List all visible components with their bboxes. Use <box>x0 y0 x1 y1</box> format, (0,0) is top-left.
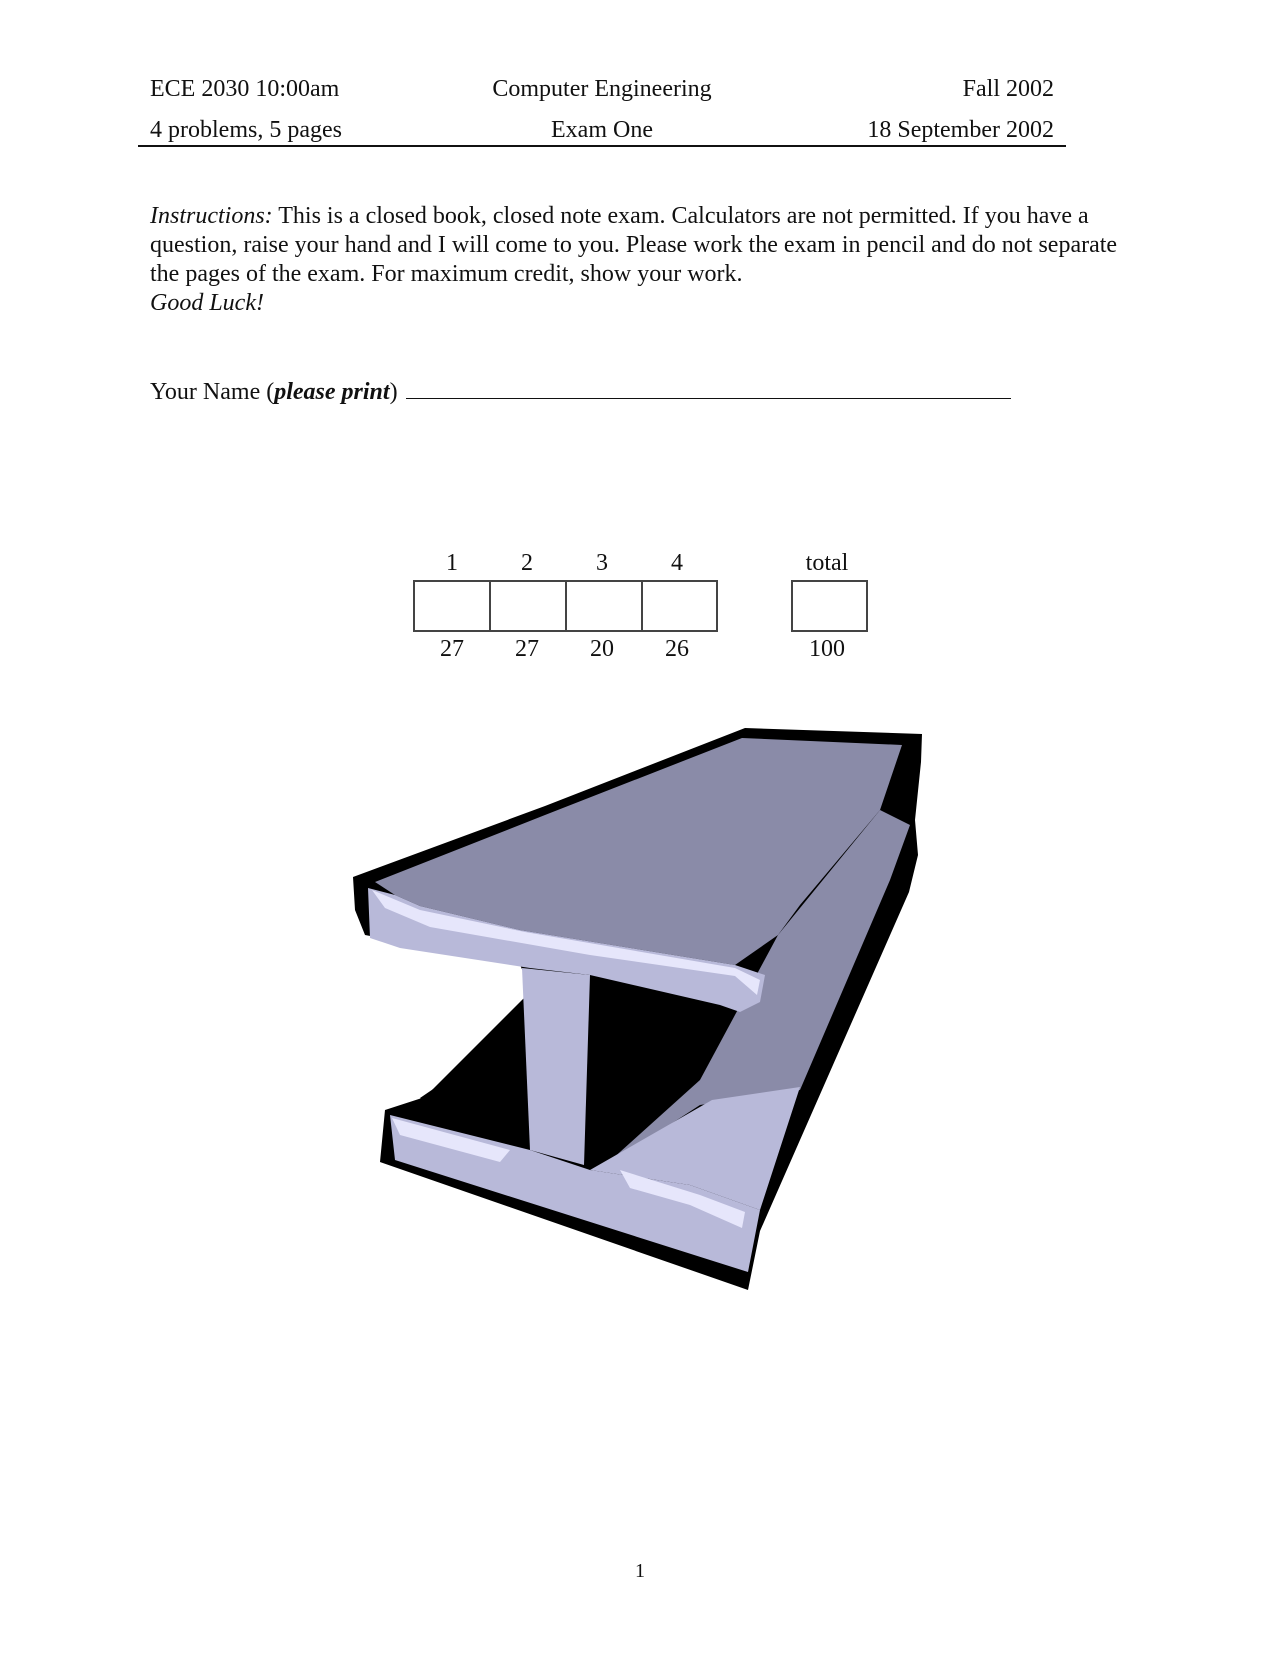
exam-title: Exam One <box>551 117 653 143</box>
total-label: total <box>805 550 849 576</box>
problem-number: 4 <box>671 550 683 576</box>
problem-number: 1 <box>446 550 458 576</box>
name-label-end: ) <box>389 379 398 405</box>
total-points: 100 <box>809 636 845 662</box>
problem-points: 27 <box>440 636 464 662</box>
page-number: 1 <box>635 1560 645 1582</box>
instructions-lead: Instructions: <box>150 203 273 229</box>
department-label: Computer Engineering <box>492 76 712 102</box>
good-luck-text: Good Luck! <box>150 290 264 316</box>
name-label-emphasis: please print <box>274 379 390 405</box>
problem-points: 27 <box>515 636 539 662</box>
problem-number: 3 <box>596 550 608 576</box>
semester-label: Fall 2002 <box>962 76 1054 102</box>
problem-points: 26 <box>665 636 689 662</box>
exam-date: 18 September 2002 <box>867 117 1054 143</box>
course-label: ECE 2030 10:00am <box>150 76 340 102</box>
name-label-start: Your Name ( <box>150 379 275 405</box>
problem-number: 2 <box>521 550 533 576</box>
problem-points: 20 <box>590 636 614 662</box>
problem-count: 4 problems, 5 pages <box>150 117 342 143</box>
instructions-body: This is a closed book, closed note exam. Calculators are not permitted. If you have a question, raise your hand and I will come to you. Please work the exam in pencil and do not separate the pages of the exam. For maximum credit, show your work. <box>150 203 1118 287</box>
